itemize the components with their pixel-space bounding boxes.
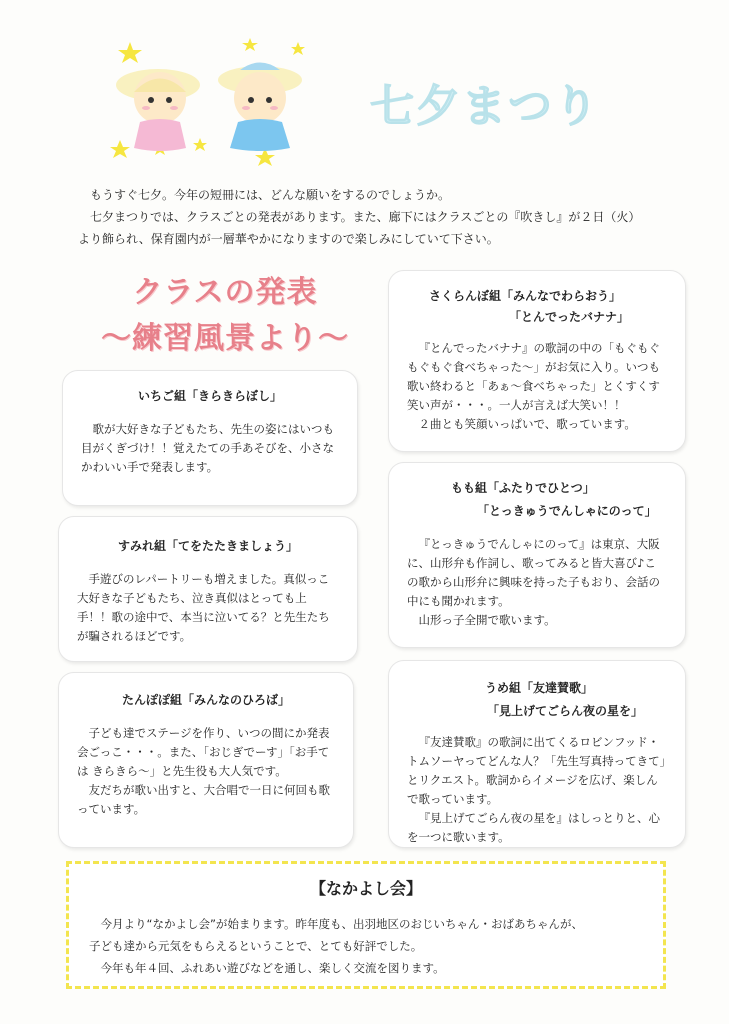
header [0,0,729,170]
heading-line-1: クラスの発表 [132,275,318,310]
nakayoshi-paragraph-1-cont: 子ども達から元気をもらえるということで、とても好評でした。 [89,939,423,953]
class-body-text: 友だちが歌い出すと、大合唱で一日に何回も歌っています。 [77,783,330,816]
class-body-text: 『友達賛歌』の歌詞に出てくるロビンフッド・トムソーヤってどんな人？「先生写真持ってきて」とリクエスト。歌詞からイメージを広げ、楽しんで歌っています。 [407,735,666,806]
heading-line-2: ～練習風景より～ [101,321,349,356]
class-body [81,420,339,477]
class-box-momo [388,462,686,648]
class-box-ume [388,660,686,848]
class-body [77,570,339,646]
class-body [407,733,667,847]
intro-paragraph-2-cont: より飾られ、保育園内が一層華やかになりますので楽しみにしていて下さい。 [78,232,499,246]
class-box-ichigo [62,370,358,506]
intro-paragraph-2: 七夕まつりでは、クラスごとの発表があります。また、廊下にはクラスごとの『吹きし』が２日（火） [90,210,641,224]
intro-text [78,184,678,250]
class-body [407,339,667,434]
class-body-text: 手遊びのレパートリーも増えました。真似っこ大好きな子どもたち、泣き真似はとっても上手！！歌の途中で、本当に泣いてる？と先生たちが騙されるほどです。 [77,572,330,643]
page-title: 七夕まつり [370,81,600,132]
class-title-2: 「とんでったバナナ」 [509,310,630,324]
class-box-sakuranbo [388,270,686,452]
class-body [407,535,667,630]
class-title-2: 「とっきゅうでんしゃにのって」 [477,504,657,518]
class-title-1: もも組「ふたりでひとつ」 [451,481,595,495]
nakayoshi-paragraph-1: 今月より“なかよし会”が始まります。昨年度も、出羽地区のおじいちゃん・おばあちゃんが、 [100,917,583,931]
class-title: すみれ組「てをたたきましょう」 [117,539,298,553]
class-box-sumire [58,516,358,662]
class-body-text: 『とんでったバナナ』の歌詞の中の「もぐもぐもぐもぐ食べちゃった～」がお気に入り。いつも歌い終わると「あぁ～食べちゃった」とくすくす笑い声が・・・。一人が言えば大笑い！！ [407,341,660,412]
intro-paragraph-1: もうすぐ七夕。今年の短冊には、どんな願いをするのでしょうか。 [90,188,451,202]
class-presentations-heading [70,270,380,362]
class-title: たんぽぽ組「みんなのひろば」 [121,693,290,707]
nakayoshi-body [89,913,643,979]
class-box-tanpopo [58,672,354,848]
nakayoshi-title: 【なかよし会】 [309,879,422,898]
class-body-text: 子ども達でステージを作り、いつの間にか発表会ごっこ・・・。また、「おじぎでーす」「お手ては きらきら～」と先生役も大人気です。 [77,726,330,778]
class-body-text: ２曲とも笑顔いっぱいで、歌っています。 [418,417,636,431]
class-title: いちご組「きらきらぼし」 [137,389,282,403]
nakayoshi-section [66,861,666,989]
class-body-text: 山形っ子全開で歌います。 [418,613,556,627]
class-title-1: うめ組「友達賛歌」 [485,681,594,695]
class-body [77,724,335,819]
class-body-text: 『見上げてごらん夜の星を』はしっとりと、心を一つに歌います。 [407,811,660,844]
class-body-text: 歌が大好きな子どもたち、先生の姿にはいつも目がくぎづけ！！覚えたての手あそびを、小さなかわいい手で発表します。 [81,422,334,474]
nakayoshi-paragraph-2: 今年も年４回、ふれあい遊びなどを通し、楽しく交流を図ります。 [100,961,445,975]
class-title-2: 「見上げてごらん夜の星を」 [487,704,644,718]
class-body-text: 『とっきゅうでんしゃにのって』は東京、大阪に、山形弁も作詞し、歌ってみると皆大喜び♪この歌から山形弁に興味を持った子もおり、会話の中にも聞かれます。 [407,537,660,608]
class-title-1: さくらんぼ組「みんなでわらおう」 [429,289,622,303]
